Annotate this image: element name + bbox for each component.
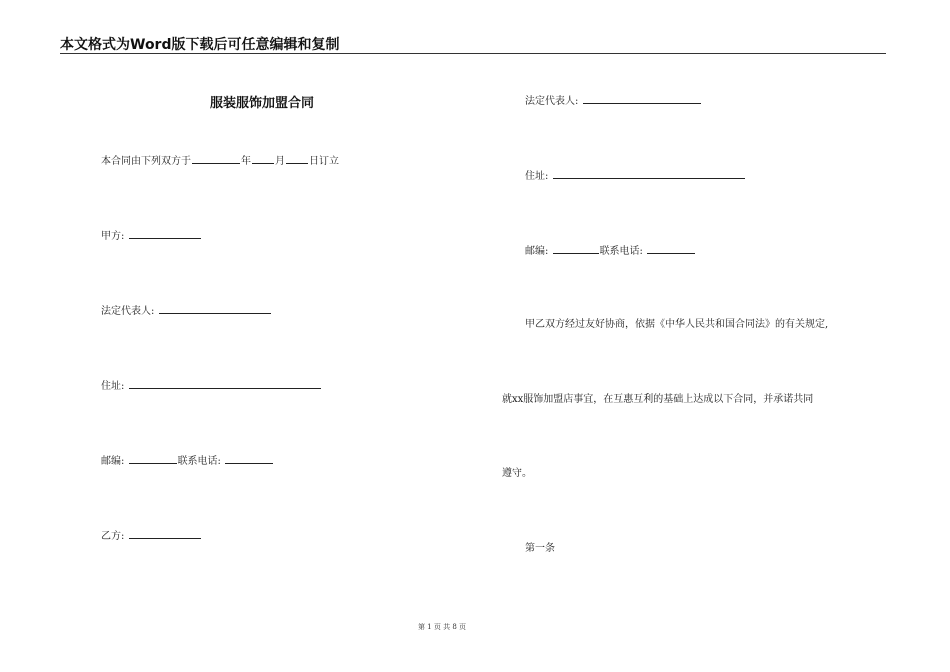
right-address-blank	[553, 168, 745, 179]
party-a-line	[101, 228, 202, 244]
left-postcode-line	[101, 453, 274, 469]
party-a-label: 甲方:	[101, 231, 125, 242]
party-b-blank	[129, 528, 201, 539]
left-phone-blank	[225, 453, 273, 464]
right-postcode-blank	[553, 243, 599, 254]
month-label: 月	[275, 156, 285, 167]
left-address-line	[101, 378, 322, 394]
left-legal-rep-blank	[159, 303, 271, 314]
intro-line	[101, 153, 339, 169]
right-phone-label: 联系电话:	[599, 246, 643, 257]
right-legal-rep-blank	[583, 93, 701, 104]
agreement-para-1: 甲乙双方经过友好协商，依据《中华人民共和国合同法》的有关规定,	[525, 319, 829, 330]
right-postcode-line	[525, 243, 696, 259]
party-b-label: 乙方:	[101, 531, 125, 542]
document-title: 服装服饰加盟合同	[209, 96, 314, 111]
footer-page-number: 1	[427, 623, 432, 631]
intro-text: 本合同由下列双方于	[101, 156, 191, 167]
right-legal-rep-label: 法定代表人:	[525, 96, 579, 107]
year-blank	[192, 153, 240, 164]
day-blank	[286, 153, 308, 164]
left-postcode-label: 邮编:	[101, 456, 125, 467]
left-legal-rep-line	[101, 303, 272, 319]
right-address-line	[525, 168, 746, 184]
agreement-para-2: 就xx服饰加盟店事宜，在互惠互利的基础上达成以下合同，并承诺共同	[502, 394, 814, 405]
page-footer	[0, 622, 884, 632]
left-address-blank	[129, 378, 321, 389]
footer-page-suffix: 页	[459, 623, 467, 631]
day-label: 日订立	[309, 156, 339, 167]
party-b-line	[101, 528, 202, 544]
agreement-para-3: 遵守。	[502, 468, 532, 479]
right-legal-rep-line	[525, 93, 702, 109]
document-header: 本文格式为Word版下载后可任意编辑和复制	[60, 37, 340, 53]
header-rule	[60, 53, 886, 54]
year-label: 年	[241, 156, 251, 167]
right-address-label: 住址:	[525, 171, 549, 182]
month-blank	[252, 153, 274, 164]
footer-total-pages: 8	[452, 623, 457, 631]
left-postcode-blank	[129, 453, 177, 464]
left-address-label: 住址:	[101, 381, 125, 392]
left-legal-rep-label: 法定代表人:	[101, 306, 155, 317]
right-postcode-label: 邮编:	[525, 246, 549, 257]
article-1-heading: 第一条	[525, 543, 555, 554]
left-phone-label: 联系电话:	[177, 456, 221, 467]
footer-page-prefix: 第	[417, 623, 425, 631]
footer-page-mid: 页 共	[433, 623, 451, 631]
right-phone-blank	[647, 243, 695, 254]
party-a-blank	[129, 228, 201, 239]
